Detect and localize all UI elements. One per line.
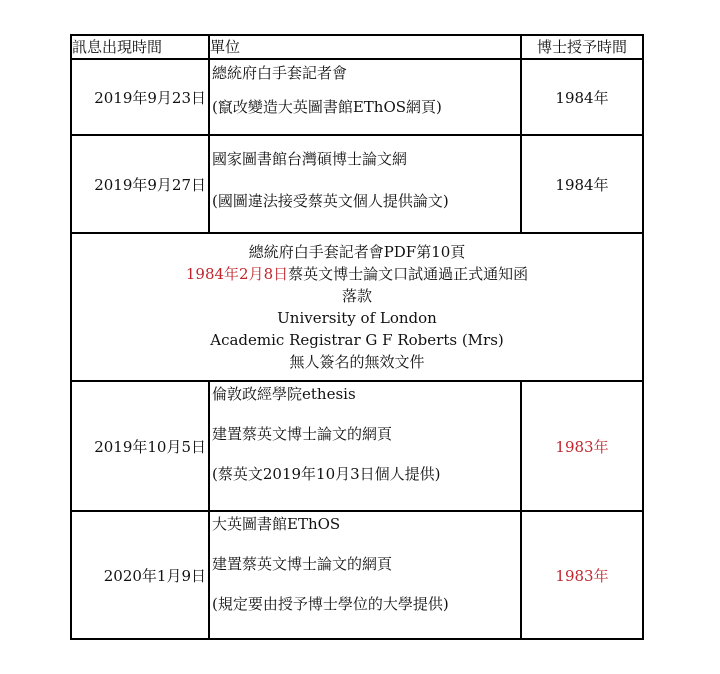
unit-line: 大英圖書館EThOS [212, 515, 341, 533]
unit-line: 倫敦政經學院ethesis [212, 385, 356, 403]
pdf-note-text: 蔡英文博士論文口試通過正式通知函 [288, 265, 529, 283]
row-year: 1983年 [521, 511, 643, 639]
table-row [71, 135, 643, 233]
unit-line: (國圖違法接受蔡英文個人提供論文) [212, 192, 449, 210]
unit-line: 國家圖書館台灣碩博士論文網 [212, 150, 408, 168]
unit-line: 建置蔡英文博士論文的網頁 [212, 425, 393, 443]
row-year: 1984年 [521, 59, 643, 135]
table-row [71, 511, 643, 639]
pdf-note-line: Academic Registrar G F Roberts (Mrs) [210, 331, 504, 349]
pdf-note-line: 落款 [341, 287, 372, 305]
header-year: 博士授予時間 [521, 35, 643, 59]
pdf-note-line: 總統府白手套記者會PDF第10頁 [248, 243, 466, 261]
merged-row [71, 233, 643, 381]
unit-line: 總統府白手套記者會 [212, 64, 348, 82]
row-unit [209, 135, 521, 233]
row-unit [209, 381, 521, 511]
header-unit: 單位 [209, 35, 521, 59]
row-unit [209, 59, 521, 135]
row-date: 2019年9月23日 [71, 59, 209, 135]
table-row [71, 381, 643, 511]
row-year: 1984年 [521, 135, 643, 233]
header-row [71, 35, 643, 59]
row-year: 1983年 [521, 381, 643, 511]
pdf-note-line: 無人簽名的無效文件 [289, 353, 425, 371]
row-date: 2020年1月9日 [71, 511, 209, 639]
unit-line: (竄改變造大英圖書館EThOS網頁) [212, 98, 442, 116]
pdf-note-cell [71, 233, 643, 381]
thesis-timeline-table [70, 34, 644, 640]
unit-line: (蔡英文2019年10月3日個人提供) [212, 465, 441, 483]
header-date: 訊息出現時間 [71, 35, 209, 59]
pdf-note-date: 1984年2月8日 [185, 265, 289, 283]
table-row [71, 59, 643, 135]
row-date: 2019年10月5日 [71, 381, 209, 511]
row-unit [209, 511, 521, 639]
row-date: 2019年9月27日 [71, 135, 209, 233]
pdf-note-line: University of London [277, 309, 437, 327]
pdf-note-line [72, 263, 642, 285]
unit-line: 建置蔡英文博士論文的網頁 [212, 555, 393, 573]
unit-line: (規定要由授予博士學位的大學提供) [212, 595, 449, 613]
